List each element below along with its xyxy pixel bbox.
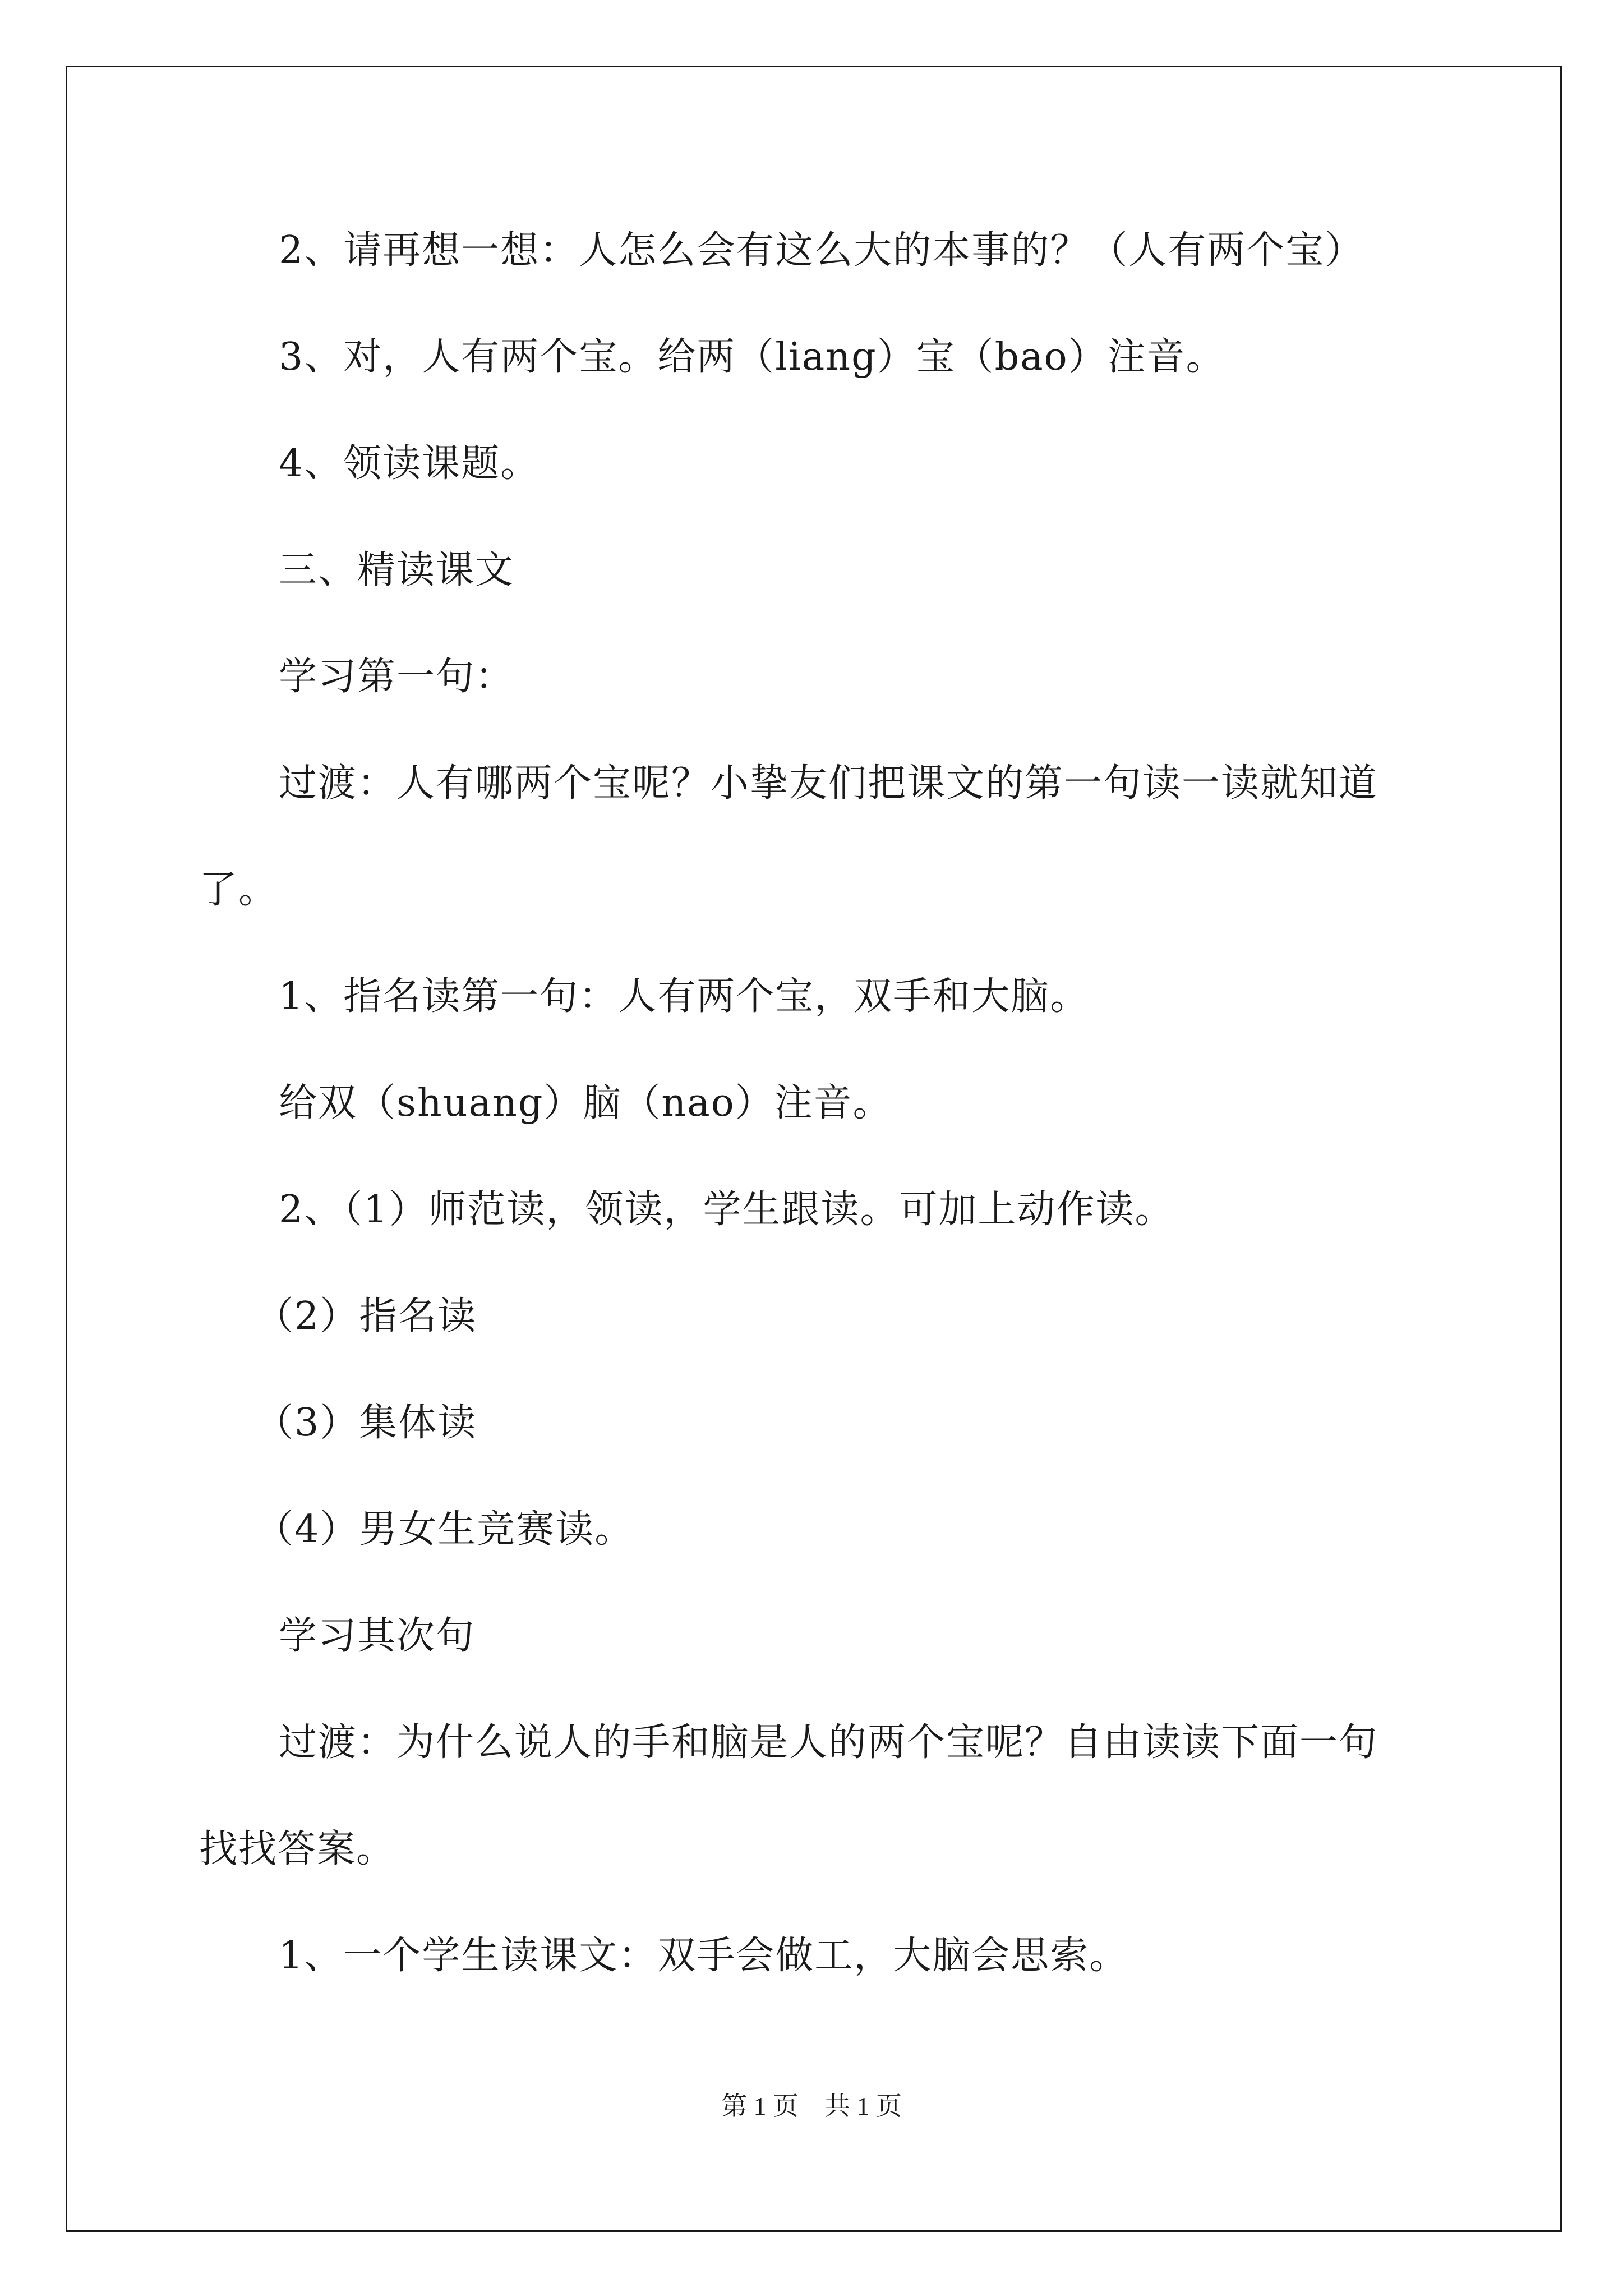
subheading-first-sentence: 学习第一句： — [279, 655, 515, 699]
list-item-4: （4）男女生竞赛读。 — [255, 1507, 634, 1552]
paragraph-student-reads: 1、一个学生读课文：双手会做工，大脑会思索。 — [279, 1934, 1129, 1978]
paragraph-step-3: 3、对，人有两个宝。给两（liang）宝（bao）注音。 — [279, 335, 1225, 379]
page-footer: 第 1 页 共 1 页 — [721, 2092, 902, 2120]
paragraph-transition-1: 过渡：人有哪两个宝呢？小挚友们把课文的第一句读一读就知道 — [279, 761, 1378, 806]
paragraph-transition-2: 过渡：为什么说人的手和脑是人的两个宝呢？自由读读下面一句 — [279, 1720, 1378, 1765]
list-item-3: （3）集体读 — [255, 1401, 477, 1445]
paragraph-reading-steps: 2、（1）师范读，领读，学生跟读。可加上动作读。 — [279, 1188, 1174, 1232]
paragraph-step-2: 2、请再想一想：人怎么会有这么大的本事的？（人有两个宝） — [279, 228, 1364, 273]
subheading-second-sentence: 学习其次句 — [279, 1614, 476, 1658]
page-border — [66, 66, 1562, 2232]
section-heading: 三、精读课文 — [279, 548, 515, 592]
list-item-2: （2）指名读 — [255, 1294, 477, 1338]
paragraph-transition-2-continued: 找找答案。 — [199, 1827, 396, 1871]
paragraph-pinyin-note: 给双（shuang）脑（nao）注音。 — [279, 1081, 892, 1125]
paragraph-read-first-sentence: 1、指名读第一句：人有两个宝，双手和大脑。 — [279, 974, 1090, 1019]
paragraph-step-4: 4、领读课题。 — [279, 441, 540, 486]
paragraph-transition-1-continued: 了。 — [199, 868, 278, 912]
